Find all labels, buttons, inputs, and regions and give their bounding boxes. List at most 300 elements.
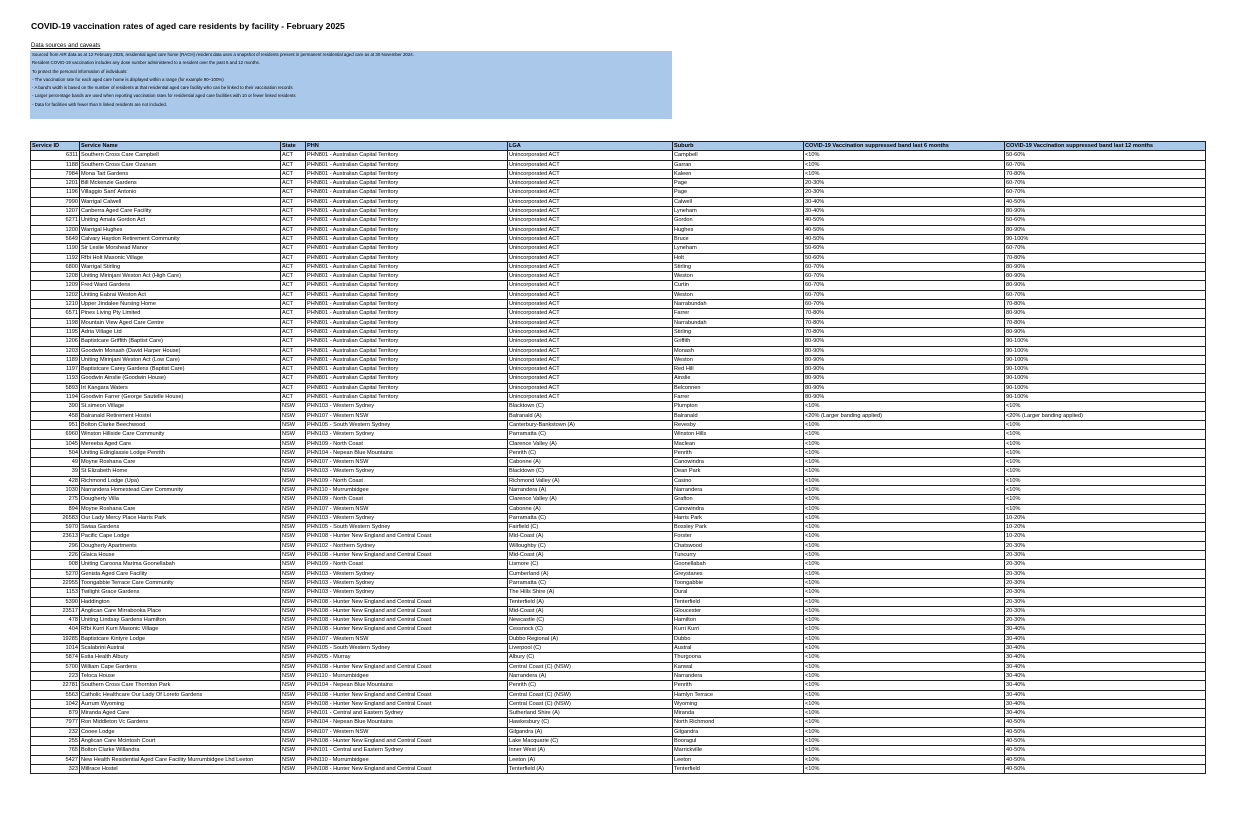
- caveat-line: - Larger percentage bands are used when reporting vaccination rates for residential aged care facilities with 10 or fewer linked residents: [32, 93, 296, 99]
- table-row: [31, 346, 1206, 355]
- table-cell: Leeton: [673, 755, 804, 764]
- table-cell: <10%: [804, 662, 1005, 671]
- table-cell: Uniting Mirinjani Weston Act (Low Care): [80, 355, 281, 364]
- table-cell: ACT: [281, 355, 306, 364]
- table-cell: PHN104 - Nepean Blue Mountains: [306, 448, 508, 457]
- table-cell: Austral: [673, 644, 804, 653]
- table-cell: 879: [31, 709, 80, 718]
- table-cell: Kaleen: [673, 169, 804, 178]
- table-cell: <10%: [804, 634, 1005, 643]
- table-cell: Newcastle (C): [508, 616, 673, 625]
- table-row: [31, 402, 1206, 411]
- table-cell: Gordon: [673, 216, 804, 225]
- table-row: [31, 662, 1206, 671]
- table-cell: Unincorporated ACT: [508, 244, 673, 253]
- table-cell: <10%: [804, 402, 1005, 411]
- table-cell: 70-80%: [1005, 318, 1206, 327]
- table-cell: 30-40%: [1005, 653, 1206, 662]
- table-cell: <10%: [804, 746, 1005, 755]
- table-cell: <10%: [804, 709, 1005, 718]
- table-cell: ACT: [281, 216, 306, 225]
- table-cell: 30-40%: [1005, 699, 1206, 708]
- table-row: [31, 253, 1206, 262]
- table-cell: Weston: [673, 355, 804, 364]
- table-row: [31, 541, 1206, 550]
- table-cell: Cabonne (A): [508, 504, 673, 513]
- table-row: [31, 216, 1206, 225]
- table-cell: PHN109 - North Coast: [306, 495, 508, 504]
- table-cell: NSW: [281, 644, 306, 653]
- table-cell: Unincorporated ACT: [508, 188, 673, 197]
- table-cell: Greystanes: [673, 569, 804, 578]
- table-cell: 5874: [31, 653, 80, 662]
- table-cell: NSW: [281, 755, 306, 764]
- table-cell: PHN801 - Australian Capital Territory: [306, 188, 508, 197]
- table-cell: NSW: [281, 485, 306, 494]
- table-cell: PHN105 - South Western Sydney: [306, 523, 508, 532]
- table-cell: Parramatta (C): [508, 578, 673, 587]
- table-cell: 1195: [31, 327, 80, 336]
- table-cell: 90-100%: [1005, 234, 1206, 243]
- table-cell: Bill Mckenzie Gardens: [80, 179, 281, 188]
- table-row: [31, 513, 1206, 522]
- table-cell: Inner West (A): [508, 746, 673, 755]
- table-cell: Irt Kangara Waters: [80, 383, 281, 392]
- table-cell: 1208: [31, 272, 80, 281]
- table-cell: William Cape Gardens: [80, 662, 281, 671]
- table-row: [31, 169, 1206, 178]
- table-cell: Narrandera: [673, 485, 804, 494]
- table-cell: 458: [31, 411, 80, 420]
- table-cell: 60-70%: [1005, 290, 1206, 299]
- table-cell: Hamilton: [673, 616, 804, 625]
- table-cell: PHN108 - Hunter New England and Central Coast: [306, 551, 508, 560]
- table-cell: NSW: [281, 764, 306, 773]
- table-cell: NSW: [281, 467, 306, 476]
- table-cell: <10%: [804, 737, 1005, 746]
- table-cell: Miranda: [673, 709, 804, 718]
- table-cell: 80-90%: [804, 355, 1005, 364]
- table-cell: Tuncurry: [673, 551, 804, 560]
- table-cell: 30-40%: [1005, 690, 1206, 699]
- table-cell: 20-30%: [1005, 569, 1206, 578]
- column-header: Suburb: [673, 142, 804, 151]
- table-cell: ACT: [281, 374, 306, 383]
- table-cell: 5700: [31, 662, 80, 671]
- table-cell: PHN103 - Western Sydney: [306, 588, 508, 597]
- table-cell: PHN109 - North Coast: [306, 439, 508, 448]
- table-cell: <10%: [804, 485, 1005, 494]
- table-cell: NSW: [281, 727, 306, 736]
- table-cell: 10-20%: [1005, 513, 1206, 522]
- table-cell: Cessnock (C): [508, 625, 673, 634]
- table-cell: ACT: [281, 383, 306, 392]
- table-cell: <10%: [804, 458, 1005, 467]
- table-cell: 1194: [31, 393, 80, 402]
- table-row: [31, 290, 1206, 299]
- table-cell: Unincorporated ACT: [508, 281, 673, 290]
- table-cell: 40-50%: [804, 216, 1005, 225]
- table-cell: NSW: [281, 448, 306, 457]
- table-cell: <10%: [804, 578, 1005, 587]
- table-cell: NSW: [281, 671, 306, 680]
- table-cell: PHN103 - Western Sydney: [306, 569, 508, 578]
- table-cell: 60-70%: [804, 290, 1005, 299]
- table-cell: 19285: [31, 634, 80, 643]
- table-cell: Cooee Lodge: [80, 727, 281, 736]
- table-cell: Willoughby (C): [508, 541, 673, 550]
- table-cell: PHN108 - Hunter New England and Central Coast: [306, 699, 508, 708]
- table-row: [31, 625, 1206, 634]
- table-cell: Our Lady Mercy Place Harris Park: [80, 513, 281, 522]
- table-cell: 70-80%: [804, 327, 1005, 336]
- table-cell: Baptistcare Carey Gardens (Baptist Care): [80, 365, 281, 374]
- table-cell: PHN108 - Hunter New England and Central Coast: [306, 737, 508, 746]
- table-cell: Millrace Hostel: [80, 764, 281, 773]
- table-cell: Villaggio Sant' Antonio: [80, 188, 281, 197]
- table-cell: PHN801 - Australian Capital Territory: [306, 151, 508, 160]
- table-cell: 20-30%: [1005, 551, 1206, 560]
- table-cell: 20-30%: [804, 179, 1005, 188]
- table-cell: ACT: [281, 188, 306, 197]
- table-cell: 80-90%: [1005, 225, 1206, 234]
- table-cell: 232: [31, 727, 80, 736]
- table-cell: NSW: [281, 523, 306, 532]
- table-cell: Unincorporated ACT: [508, 179, 673, 188]
- table-cell: 60-70%: [1005, 160, 1206, 169]
- table-cell: Unincorporated ACT: [508, 318, 673, 327]
- table-cell: PHN105 - South Western Sydney: [306, 420, 508, 429]
- table-cell: PHN801 - Australian Capital Territory: [306, 290, 508, 299]
- table-cell: Fairfield (C): [508, 523, 673, 532]
- table-cell: Unincorporated ACT: [508, 290, 673, 299]
- table-cell: 1210: [31, 300, 80, 309]
- table-row: [31, 309, 1206, 318]
- table-row: [31, 262, 1206, 271]
- table-cell: Fred Ward Gardens: [80, 281, 281, 290]
- table-cell: Gilgandra: [673, 727, 804, 736]
- table-cell: Cumberland (A): [508, 569, 673, 578]
- table-cell: PHN205 - Murray: [306, 653, 508, 662]
- table-cell: Hughes: [673, 225, 804, 234]
- table-cell: 1030: [31, 485, 80, 494]
- table-cell: 90-100%: [1005, 383, 1206, 392]
- column-header: COVID-19 Vaccination suppressed band last 6 months: [804, 142, 1005, 151]
- table-cell: Page: [673, 179, 804, 188]
- table-cell: Unincorporated ACT: [508, 169, 673, 178]
- table-cell: PHN801 - Australian Capital Territory: [306, 197, 508, 206]
- table-cell: Unincorporated ACT: [508, 309, 673, 318]
- table-cell: 390: [31, 402, 80, 411]
- table-cell: Calvary Haydon Retirement Community: [80, 234, 281, 243]
- table-cell: 80-90%: [804, 374, 1005, 383]
- table-cell: PHN801 - Australian Capital Territory: [306, 253, 508, 262]
- table-cell: 1190: [31, 244, 80, 253]
- table-cell: NSW: [281, 653, 306, 662]
- table-cell: PHN103 - Western Sydney: [306, 467, 508, 476]
- table-cell: Haddington: [80, 597, 281, 606]
- table-cell: 404: [31, 625, 80, 634]
- table-row: [31, 365, 1206, 374]
- table-cell: 30-40%: [804, 197, 1005, 206]
- table-row: [31, 420, 1206, 429]
- table-row: [31, 709, 1206, 718]
- table-cell: Gloucester: [673, 606, 804, 615]
- table-cell: 50-60%: [1005, 216, 1206, 225]
- table-cell: PHN110 - Murrumbidgee: [306, 485, 508, 494]
- table-cell: Unincorporated ACT: [508, 197, 673, 206]
- table-cell: <10%: [1005, 476, 1206, 485]
- table-cell: Dubbo: [673, 634, 804, 643]
- table-row: [31, 151, 1206, 160]
- table-cell: Revesby: [673, 420, 804, 429]
- table-cell: Goonellabah: [673, 560, 804, 569]
- table-cell: PHN107 - Western NSW: [306, 458, 508, 467]
- table-cell: ACT: [281, 365, 306, 374]
- table-cell: Goodwin Farrer (George Sautelle House): [80, 393, 281, 402]
- table-cell: Tenterfield (A): [508, 764, 673, 773]
- table-cell: PHN801 - Australian Capital Territory: [306, 272, 508, 281]
- table-cell: Unincorporated ACT: [508, 216, 673, 225]
- table-cell: NSW: [281, 662, 306, 671]
- table-cell: Canowindra: [673, 458, 804, 467]
- table-row: [31, 430, 1206, 439]
- table-cell: 80-90%: [1005, 272, 1206, 281]
- table-cell: NSW: [281, 458, 306, 467]
- table-cell: 30-40%: [1005, 662, 1206, 671]
- table-cell: 90-100%: [1005, 355, 1206, 364]
- table-cell: PHN107 - Western NSW: [306, 411, 508, 420]
- table-cell: <10%: [804, 551, 1005, 560]
- table-cell: Dean Park: [673, 467, 804, 476]
- table-cell: ACT: [281, 234, 306, 243]
- table-cell: Aurrum Wyoming: [80, 699, 281, 708]
- table-cell: NSW: [281, 746, 306, 755]
- table-cell: Toongabbie: [673, 578, 804, 587]
- table-cell: 50-60%: [1005, 151, 1206, 160]
- table-cell: 1201: [31, 179, 80, 188]
- caveats-heading: Data sources and caveats: [31, 43, 101, 49]
- table-cell: Liverpool (C): [508, 644, 673, 653]
- table-cell: 80-90%: [804, 337, 1005, 346]
- table-cell: <10%: [1005, 439, 1206, 448]
- table-row: [31, 337, 1206, 346]
- table-cell: 1206: [31, 337, 80, 346]
- column-header: COVID-19 Vaccination suppressed band last 12 months: [1005, 142, 1206, 151]
- table-cell: Blacktown (C): [508, 402, 673, 411]
- table-cell: Pacific Cape Lodge: [80, 532, 281, 541]
- table-cell: Penrith (C): [508, 681, 673, 690]
- table-row: [31, 616, 1206, 625]
- table-cell: 60-70%: [1005, 244, 1206, 253]
- table-cell: 5970: [31, 523, 80, 532]
- table-row: [31, 606, 1206, 615]
- table-cell: NSW: [281, 504, 306, 513]
- table-row: [31, 523, 1206, 532]
- table-cell: 223: [31, 671, 80, 680]
- table-cell: 60-70%: [804, 281, 1005, 290]
- table-cell: <10%: [804, 467, 1005, 476]
- table-row: [31, 578, 1206, 587]
- table-cell: Balranald: [673, 411, 804, 420]
- table-cell: Dougherty Apartments: [80, 541, 281, 550]
- table-cell: 10-20%: [1005, 523, 1206, 532]
- table-cell: 40-50%: [1005, 764, 1206, 773]
- table-cell: 80-90%: [1005, 207, 1206, 216]
- table-cell: PHN102 - Northern Sydney: [306, 541, 508, 550]
- table-cell: Curtin: [673, 281, 804, 290]
- table-cell: <10%: [804, 681, 1005, 690]
- table-cell: Lyneham: [673, 207, 804, 216]
- table-cell: Chatswood: [673, 541, 804, 550]
- table-cell: Farrer: [673, 393, 804, 402]
- table-cell: Mid-Coast (A): [508, 532, 673, 541]
- table-cell: 70-80%: [804, 309, 1005, 318]
- table-cell: 1207: [31, 207, 80, 216]
- table-cell: Unincorporated ACT: [508, 346, 673, 355]
- table-cell: ACT: [281, 207, 306, 216]
- table-cell: Glaica House: [80, 551, 281, 560]
- table-row: [31, 300, 1206, 309]
- table-cell: PHN108 - Hunter New England and Central Coast: [306, 764, 508, 773]
- table-cell: 30-40%: [1005, 634, 1206, 643]
- table-cell: 80-90%: [804, 346, 1005, 355]
- table-cell: 40-50%: [804, 225, 1005, 234]
- table-cell: PHN104 - Nepean Blue Mountains: [306, 718, 508, 727]
- table-cell: 765: [31, 746, 80, 755]
- table-cell: ACT: [281, 160, 306, 169]
- table-cell: Rfbi Holt Masonic Village: [80, 253, 281, 262]
- table-cell: Calwell: [673, 197, 804, 206]
- table-cell: Wyoming: [673, 699, 804, 708]
- table-cell: 20-30%: [1005, 560, 1206, 569]
- table-cell: <10%: [804, 699, 1005, 708]
- table-row: [31, 727, 1206, 736]
- table-cell: 1197: [31, 365, 80, 374]
- table-cell: 49: [31, 458, 80, 467]
- table-cell: The Hills Shire (A): [508, 588, 673, 597]
- table-cell: Lyneham: [673, 244, 804, 253]
- table-cell: Uniting Eabrai Weston Act: [80, 290, 281, 299]
- table-cell: Balranald (A): [508, 411, 673, 420]
- table-cell: Weston: [673, 272, 804, 281]
- table-cell: Thurgoona: [673, 653, 804, 662]
- table-cell: PHN801 - Australian Capital Territory: [306, 300, 508, 309]
- table-cell: ACT: [281, 253, 306, 262]
- table-cell: 894: [31, 504, 80, 513]
- table-cell: 20-30%: [1005, 578, 1206, 587]
- table-cell: PHN101 - Central and Eastern Sydney: [306, 709, 508, 718]
- table-cell: <10%: [804, 532, 1005, 541]
- table-cell: Scalabrini Austral: [80, 644, 281, 653]
- table-cell: Central Coast (C) (NSW): [508, 690, 673, 699]
- table-cell: Red Hill: [673, 365, 804, 374]
- table-cell: Catholic Healthcare Our Lady Of Loreto Gardens: [80, 690, 281, 699]
- table-cell: 5270: [31, 569, 80, 578]
- table-cell: PHN108 - Hunter New England and Central Coast: [306, 532, 508, 541]
- table-cell: ACT: [281, 300, 306, 309]
- table-cell: Canberra Aged Care Facility: [80, 207, 281, 216]
- table-cell: Rfbi Kurri Kurri Masonic Village: [80, 625, 281, 634]
- table-cell: PHN801 - Australian Capital Territory: [306, 216, 508, 225]
- table-cell: ACT: [281, 309, 306, 318]
- table-cell: Belconnen: [673, 383, 804, 392]
- table-cell: 60-70%: [1005, 179, 1206, 188]
- table-row: [31, 234, 1206, 243]
- table-cell: 7984: [31, 169, 80, 178]
- table-cell: 1203: [31, 346, 80, 355]
- table-cell: <10%: [804, 430, 1005, 439]
- table-row: [31, 569, 1206, 578]
- table-cell: <10%: [804, 588, 1005, 597]
- table-cell: Lismore (C): [508, 560, 673, 569]
- table-cell: Balranald Retirement Hostel: [80, 411, 281, 420]
- table-cell: 40-50%: [1005, 727, 1206, 736]
- table-cell: <10%: [1005, 420, 1206, 429]
- table-cell: Genista Aged Care Facility: [80, 569, 281, 578]
- table-row: [31, 597, 1206, 606]
- table-cell: NSW: [281, 709, 306, 718]
- table-cell: 30-40%: [1005, 625, 1206, 634]
- table-cell: Uniting Lindsay Gardens Hamilton: [80, 616, 281, 625]
- caveat-line: - Data for facilities with fewer than 5 linked residents are not included.: [32, 101, 167, 107]
- table-cell: PHN110 - Murrumbidgee: [306, 671, 508, 680]
- table-cell: <10%: [804, 616, 1005, 625]
- table-row: [31, 225, 1206, 234]
- table-cell: 80-90%: [1005, 309, 1206, 318]
- table-cell: Gilgandra (A): [508, 727, 673, 736]
- table-cell: NSW: [281, 718, 306, 727]
- table-cell: Tenterfield (A): [508, 597, 673, 606]
- table-cell: ACT: [281, 281, 306, 290]
- table-cell: PHN103 - Western Sydney: [306, 513, 508, 522]
- table-cell: NSW: [281, 634, 306, 643]
- table-cell: PHN107 - Western NSW: [306, 634, 508, 643]
- table-cell: Uniting Amala Gordon Act: [80, 216, 281, 225]
- table-cell: 39: [31, 467, 80, 476]
- table-cell: Unincorporated ACT: [508, 225, 673, 234]
- table-cell: Blacktown (C): [508, 467, 673, 476]
- table-cell: <10%: [1005, 485, 1206, 494]
- table-cell: 23517: [31, 606, 80, 615]
- table-cell: Unincorporated ACT: [508, 327, 673, 336]
- table-cell: PHN801 - Australian Capital Territory: [306, 318, 508, 327]
- table-cell: ACT: [281, 337, 306, 346]
- table-cell: 5563: [31, 690, 80, 699]
- table-cell: Warrigal Stirling: [80, 262, 281, 271]
- table-cell: ACT: [281, 262, 306, 271]
- table-cell: Casino: [673, 476, 804, 485]
- table-cell: Leeton (A): [508, 755, 673, 764]
- table-cell: New Health Residential Aged Care Facility Murrumbidgee Lhd Leeton: [80, 755, 281, 764]
- table-cell: Uniting Caroona Marima Goonellabah: [80, 560, 281, 569]
- table-cell: ACT: [281, 290, 306, 299]
- table-cell: Clarence Valley (A): [508, 439, 673, 448]
- table-cell: Holt: [673, 253, 804, 262]
- table-cell: NSW: [281, 439, 306, 448]
- table-cell: Canterbury-Bankstown (A): [508, 420, 673, 429]
- table-cell: <10%: [804, 513, 1005, 522]
- table-cell: 70-80%: [1005, 300, 1206, 309]
- table-cell: 60-70%: [1005, 188, 1206, 197]
- caveat-line: Sourced from AIR data as at 12 February 2025, residential aged care home (RACH) resident data uses a snapshot of residents present in permanent residential aged care as at 30 November 2024.: [32, 52, 414, 57]
- table-cell: Unincorporated ACT: [508, 337, 673, 346]
- table-row: [31, 681, 1206, 690]
- table-cell: 1200: [31, 225, 80, 234]
- table-cell: PHN108 - Hunter New England and Central Coast: [306, 625, 508, 634]
- table-cell: Uniting Edinglassie Lodge Penrith: [80, 448, 281, 457]
- table-cell: ACT: [281, 151, 306, 160]
